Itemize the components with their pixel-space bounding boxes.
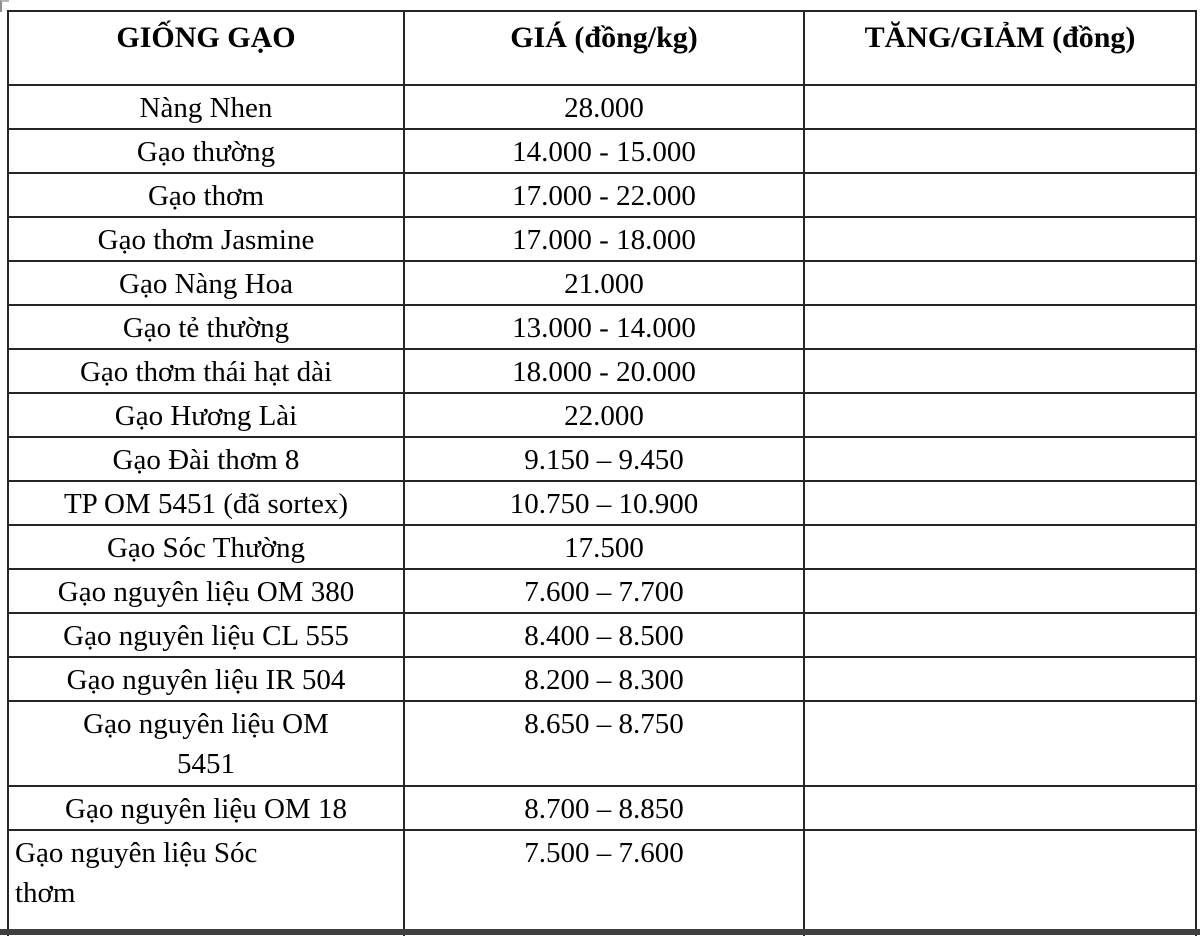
header-change: TĂNG/GIẢM (đồng) <box>804 11 1196 85</box>
table-row <box>8 393 1196 437</box>
price-cell: 13.000 - 14.000 <box>404 305 804 349</box>
variety-cell: Gạo Đài thơm 8 <box>8 437 404 481</box>
table-row <box>8 525 1196 569</box>
price-cell: 7.600 – 7.700 <box>404 569 804 613</box>
variety-cell <box>8 701 404 786</box>
change-cell <box>804 217 1196 261</box>
table-row <box>8 481 1196 525</box>
price-cell: 9.150 – 9.450 <box>404 437 804 481</box>
table-row <box>8 613 1196 657</box>
change-cell <box>804 129 1196 173</box>
variety-cell: Gạo nguyên liệu CL 555 <box>8 613 404 657</box>
variety-cell: Gạo thơm thái hạt dài <box>8 349 404 393</box>
change-cell <box>804 305 1196 349</box>
price-cell: 17.000 - 18.000 <box>404 217 804 261</box>
change-cell <box>804 569 1196 613</box>
price-cell: 18.000 - 20.000 <box>404 349 804 393</box>
variety-cell: Gạo nguyên liệu OM 18 <box>8 786 404 830</box>
variety-cell: Gạo tẻ thường <box>8 305 404 349</box>
header-price: GIÁ (đồng/kg) <box>404 11 804 85</box>
table-row <box>8 217 1196 261</box>
price-cell: 17.000 - 22.000 <box>404 173 804 217</box>
variety-cell: Gạo Nàng Hoa <box>8 261 404 305</box>
price-cell: 8.700 – 8.850 <box>404 786 804 830</box>
table-row <box>8 349 1196 393</box>
variety-cell: Gạo Hương Lài <box>8 393 404 437</box>
change-cell <box>804 173 1196 217</box>
variety-text: Gạo nguyên liệu Sóc thơm <box>15 837 258 909</box>
table-row <box>8 657 1196 701</box>
change-cell <box>804 830 1196 936</box>
table-row <box>8 786 1196 830</box>
table-row <box>8 129 1196 173</box>
variety-cell: Gạo nguyên liệu IR 504 <box>8 657 404 701</box>
variety-cell: Gạo thơm <box>8 173 404 217</box>
price-cell: 22.000 <box>404 393 804 437</box>
price-cell: 10.750 – 10.900 <box>404 481 804 525</box>
change-cell <box>804 349 1196 393</box>
price-cell: 8.200 – 8.300 <box>404 657 804 701</box>
change-cell <box>804 525 1196 569</box>
variety-cell <box>8 830 404 936</box>
variety-cell: Gạo Sóc Thường <box>8 525 404 569</box>
table-row <box>8 569 1196 613</box>
table-header-row <box>8 11 1196 85</box>
change-cell <box>804 85 1196 129</box>
table-row <box>8 437 1196 481</box>
change-cell <box>804 701 1196 786</box>
change-cell <box>804 657 1196 701</box>
price-cell: 14.000 - 15.000 <box>404 129 804 173</box>
change-cell <box>804 393 1196 437</box>
variety-cell: Gạo thơm Jasmine <box>8 217 404 261</box>
variety-cell: Gạo nguyên liệu OM 380 <box>8 569 404 613</box>
price-cell: 8.400 – 8.500 <box>404 613 804 657</box>
variety-cell: TP OM 5451 (đã sortex) <box>8 481 404 525</box>
variety-cell: Nàng Nhen <box>8 85 404 129</box>
table-row <box>8 701 1196 786</box>
price-cell: 28.000 <box>404 85 804 129</box>
price-cell: 21.000 <box>404 261 804 305</box>
rice-price-table <box>7 10 1197 936</box>
price-cell: 17.500 <box>404 525 804 569</box>
table-row <box>8 173 1196 217</box>
change-cell <box>804 437 1196 481</box>
variety-cell: Gạo thường <box>8 129 404 173</box>
price-cell: 7.500 – 7.600 <box>404 830 804 936</box>
change-cell <box>804 786 1196 830</box>
table-row <box>8 830 1196 936</box>
table-row <box>8 305 1196 349</box>
variety-text: Gạo nguyên liệu OM 5451 <box>83 708 329 780</box>
page-edge-bar <box>0 929 1200 935</box>
table-row <box>8 85 1196 129</box>
change-cell <box>804 613 1196 657</box>
header-variety: GIỐNG GẠO <box>8 11 404 85</box>
change-cell <box>804 481 1196 525</box>
change-cell <box>804 261 1196 305</box>
table-row <box>8 261 1196 305</box>
price-cell: 8.650 – 8.750 <box>404 701 804 786</box>
